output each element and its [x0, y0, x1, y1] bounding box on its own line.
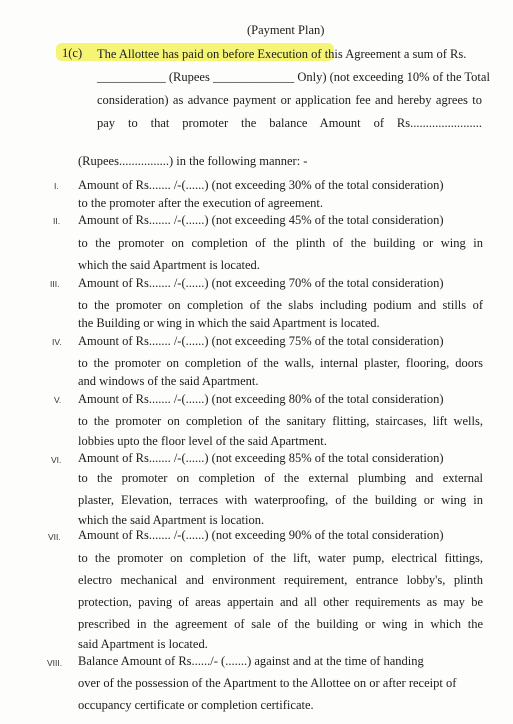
- rupees-line: (Rupees................) in the following manner: -: [78, 154, 308, 168]
- clause-line: The Allottee has paid on before Execution of this Agreement a sum of Rs.: [97, 47, 467, 61]
- item-line: and windows of the said Apartment.: [78, 374, 259, 388]
- item-line: lobbies upto the floor level of the said Apartment.: [78, 434, 327, 448]
- item-line: the Building or wing in which the said Apartment is located.: [78, 316, 380, 330]
- item-numeral: III.: [50, 279, 60, 289]
- item-line: over of the possession of the Apartment to the Allottee on or after receipt of: [78, 676, 457, 690]
- item-line: Amount of Rs....... /-(......) (not exceeding 90% of the total consideration): [78, 528, 444, 542]
- item-line: which the said Apartment is location.: [78, 513, 265, 527]
- item-numeral: V.: [54, 395, 62, 405]
- item-line: Amount of Rs....... /-(......) (not exceeding 75% of the total consideration): [78, 334, 444, 348]
- item-numeral: VIII.: [47, 658, 63, 668]
- item-line: electro mechanical and environment requirement, entrance lobby's, plinth: [78, 573, 483, 587]
- clause-line: consideration) as advance payment or application fee and hereby agrees to: [97, 93, 482, 107]
- item-line: to the promoter after the execution of agreement.: [78, 196, 324, 210]
- item-line: to the promoter on completion of the sanitary flitting, staircases, lift wells,: [78, 414, 483, 428]
- item-line: prescribed in the agreement of sale of the building or wing in which the: [78, 617, 483, 631]
- item-line: Amount of Rs....... /-(......) (not exceeding 30% of the total consideration): [78, 178, 444, 192]
- item-numeral: VII.: [48, 532, 61, 542]
- item-numeral: IV.: [52, 337, 62, 347]
- item-line: said Apartment is located.: [78, 637, 208, 651]
- item-line: to the promoter on completion of the lift, water pump, electrical fittings,: [78, 551, 483, 565]
- item-line: to the promoter on completion of the walls, internal plaster, flooring, doors: [78, 356, 483, 370]
- section-title: (Payment Plan): [247, 23, 325, 37]
- item-line: Amount of Rs....... /-(......) (not exceeding 45% of the total consideration): [78, 213, 444, 227]
- item-line: to the promoter on completion of the plinth of the building or wing in: [78, 236, 483, 250]
- item-line: plaster, Elevation, terraces with waterproofing, of the building or wing in: [78, 493, 483, 507]
- item-line: Amount of Rs....... /-(......) (not exceeding 70% of the total consideration): [78, 276, 444, 290]
- item-line: to the promoter on completion of the external plumbing and external: [78, 471, 483, 485]
- item-line: Amount of Rs....... /-(......) (not exceeding 85% of the total consideration): [78, 451, 444, 465]
- item-line: which the said Apartment is located.: [78, 258, 260, 272]
- item-line: to the promoter on completion of the slabs including podium and stills of: [78, 298, 483, 312]
- item-numeral: VI.: [51, 455, 62, 465]
- clause-line: pay to that promoter the balance Amount of Rs.......................: [97, 116, 482, 130]
- item-line: Amount of Rs....... /-(......) (not exceeding 80% of the total consideration): [78, 392, 444, 406]
- item-line: protection, paving of areas appertain and all other requirements as may be: [78, 595, 483, 609]
- clause-number: 1(c): [62, 46, 83, 60]
- item-numeral: II.: [53, 216, 61, 226]
- item-numeral: I.: [54, 181, 59, 191]
- clause-line: ___________ (Rupees _____________ Only) (not exceeding 10% of the Total: [97, 70, 490, 84]
- item-line: occupancy certificate or completion certificate.: [78, 698, 314, 712]
- item-line: Balance Amount of Rs....../- (.......) against and at the time of handing: [78, 654, 424, 668]
